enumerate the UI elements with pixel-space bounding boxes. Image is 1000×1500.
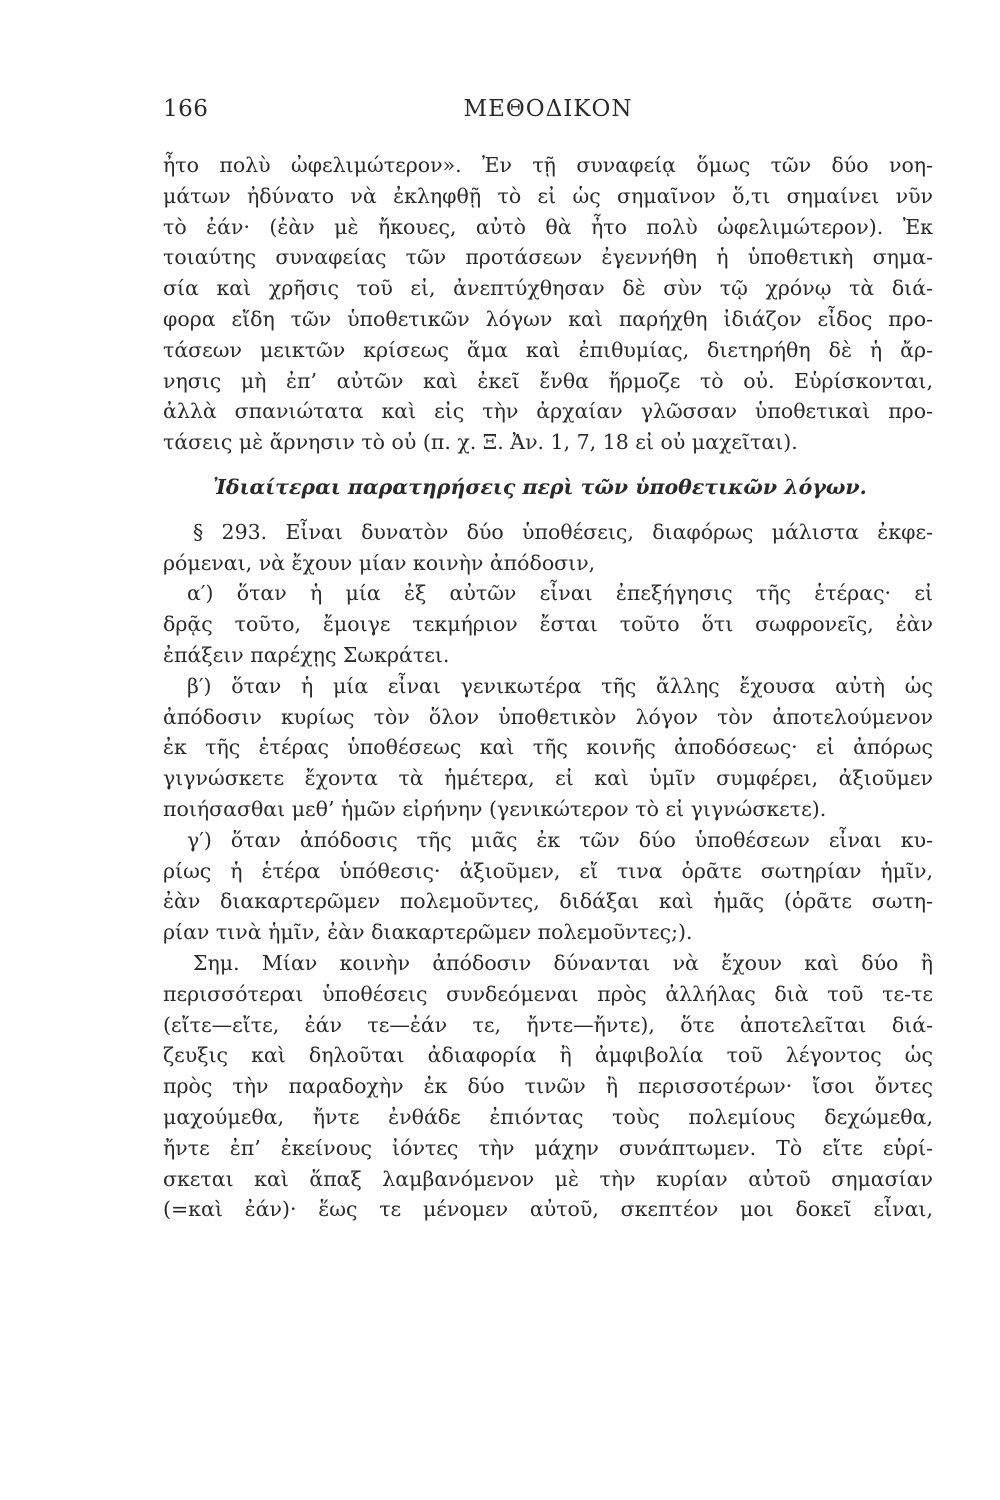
list-item-b xyxy=(163,671,933,825)
text-line: μαχούμεθα, ἤντε ἐνθάδε ἐπιόντας τοὺς πολεμίους δεχώμεθα, xyxy=(163,1104,933,1129)
page-number: 166 xyxy=(163,96,209,122)
text-line: ποιήσασθαι μεθ’ ἡμῶν εἰρήνην (γενικώτερον τὸ εἰ γιγνώσκετε). xyxy=(163,796,827,821)
text-line: τάσεις μὲ ἄρνησιν τὸ οὐ (π. χ. Ξ. Ἀν. 1, 7, 18 εἰ οὐ μαχεῖται). xyxy=(163,430,798,455)
page-header xyxy=(163,96,933,136)
text-line: ζευξις καὶ δηλοῦται ἀδιαφορία ἢ ἀμφιβολία τοῦ λέγοντος ὡς xyxy=(163,1043,933,1068)
text-line: ἦτο πολὺ ὠφελιμώτερον». Ἐν τῇ συναφείᾳ ὅμως τῶν δύο νοη- xyxy=(163,153,933,177)
text-line: τοιαύτης συναφείας τῶν προτάσεων ἐγεννήθη ἡ ὑποθετικὴ σημα- xyxy=(163,245,933,270)
list-item-c xyxy=(163,825,933,948)
text-line: γ′) ὅταν ἀπόδοσις τῆς μιᾶς ἐκ τῶν δύο ὑποθέσεων εἶναι κυ- xyxy=(187,827,933,852)
text-line: α′) ὅταν ἡ μία ἐξ αὐτῶν εἶναι ἐπεξήγησις τῆς ἑτέρας· εἰ xyxy=(187,581,933,606)
text-line: σκεται καὶ ἅπαξ λαμβανόμενον μὲ τὴν κυρίαν αὐτοῦ σημασίαν xyxy=(163,1166,933,1191)
text-line: περισσότεραι ὑποθέσεις συνδεόμεναι πρὸς ἀλλήλας διὰ τοῦ τε-τε xyxy=(163,981,933,1006)
paragraph-section-293 xyxy=(163,517,933,579)
text-line: ἤντε ἐπ’ ἐκείνους ἰόντες τὴν μάχην συνάπτωμεν. Τὸ εἴτε εὑρί- xyxy=(163,1135,933,1160)
list-item-a xyxy=(163,578,933,670)
text-line: ἀλλὰ σπανιώτατα καὶ εἰς τὴν ἀρχαίαν γλῶσσαν ὑποθετικαὶ προ- xyxy=(163,399,933,424)
text-line: τάσεων μεικτῶν κρίσεως ἅμα καὶ ἐπιθυμίας, διετηρήθη δὲ ἡ ἄρ- xyxy=(163,337,933,362)
note-paragraph xyxy=(163,948,933,1225)
text-line: γιγνώσκετε ἔχοντα τὰ ἡμέτερα, εἰ καὶ ὑμῖν συμφέρει, ἀξιοῦμεν xyxy=(163,766,933,791)
text-line: ἐπάξειν παρέχῃς Σωκράτει. xyxy=(163,642,450,667)
text-line: Σημ. Μίαν κοινὴν ἀπόδοσιν δύνανται νὰ ἔχουν καὶ δύο ἢ xyxy=(193,950,933,975)
text-line: β′) ὅταν ἡ μία εἶναι γενικωτέρα τῆς ἄλλης ἔχουσα αὐτὴ ὡς xyxy=(187,673,933,698)
text-line: πρὸς τὴν παραδοχὴν ἐκ δύο τινῶν ἢ περισσοτέρων· ἴσοι ὄντες xyxy=(163,1074,933,1099)
text-line: (εἴτε—εἴτε, ἐάν τε—ἐάν τε, ἤντε—ἤντε), ὅτε ἀποτελεῖται διά- xyxy=(163,1012,933,1037)
text-line: νησις μὴ ἐπ’ αὐτῶν καὶ ἐκεῖ ἔνθα ἥρμοζε τὸ οὐ. Εὑρίσκονται, xyxy=(163,368,933,393)
text-line: δρᾷς τοῦτο, ἔμοιγε τεκμήριον ἔσται τοῦτο ὅτι σωφρονεῖς, ἐὰν xyxy=(163,612,933,637)
page-body xyxy=(163,150,933,1225)
text-line: ρόμεναι, νὰ ἔχουν μίαν κοινὴν ἀπόδοσιν, xyxy=(163,550,596,575)
text-line: σία καὶ χρῆσις τοῦ εἰ, ἀνεπτύχθησαν δὲ σὺν τῷ χρόνῳ τὰ διά- xyxy=(163,276,933,301)
text-line: τὸ ἐάν· (ἐὰν μὲ ἤκουες, αὐτὸ θὰ ἦτο πολὺ ὠφελιμώτερον). Ἐκ xyxy=(163,214,933,239)
running-title: ΜΕΘΟΔΙΚΟΝ xyxy=(463,96,633,122)
paragraph-intro xyxy=(163,150,933,458)
text-line: μάτων ἠδύνατο νὰ ἐκληφθῇ τὸ εἰ ὡς σημαῖνον ὅ,τι σημαίνει νῦν xyxy=(163,183,933,208)
text-line: ρίως ἡ ἑτέρα ὑπόθεσις· ἀξιοῦμεν, εἴ τινα ὁρᾶτε σωτηρίαν ἡμῖν, xyxy=(163,858,933,883)
text-line: ἐκ τῆς ἑτέρας ὑποθέσεως καὶ τῆς κοινῆς ἀποδόσεως· εἰ ἀπόρως xyxy=(163,735,933,760)
text-line: ἀπόδοσιν κυρίως τὸν ὅλον ὑποθετικὸν λόγον τὸν ἀποτελούμενον xyxy=(163,704,933,729)
text-line: § 293. Εἶναι δυνατὸν δύο ὑποθέσεις, διαφόρως μάλιστα ἐκφε- xyxy=(193,519,933,544)
text-line: (=καὶ ἐάν)· ἕως τε μένομεν αὐτοῦ, σκεπτέον μοι δοκεῖ εἶναι, xyxy=(163,1197,933,1222)
text-line: φορα εἴδη τῶν ὑποθετικῶν λόγων καὶ παρήχθη ἰδιάζον εἶδος προ- xyxy=(163,306,933,331)
section-subheading: Ἰδιαίτεραι παρατηρήσεις περὶ τῶν ὑποθετικῶν λόγων. xyxy=(213,474,867,499)
text-line: ἐὰν διακαρτερῶμεν πολεμοῦντες, διδάξαι καὶ ἡμᾶς (ὁρᾶτε σωτη- xyxy=(163,889,933,914)
text-line: ρίαν τινὰ ἡμῖν, ἐὰν διακαρτερῶμεν πολεμοῦντες;). xyxy=(163,920,693,945)
